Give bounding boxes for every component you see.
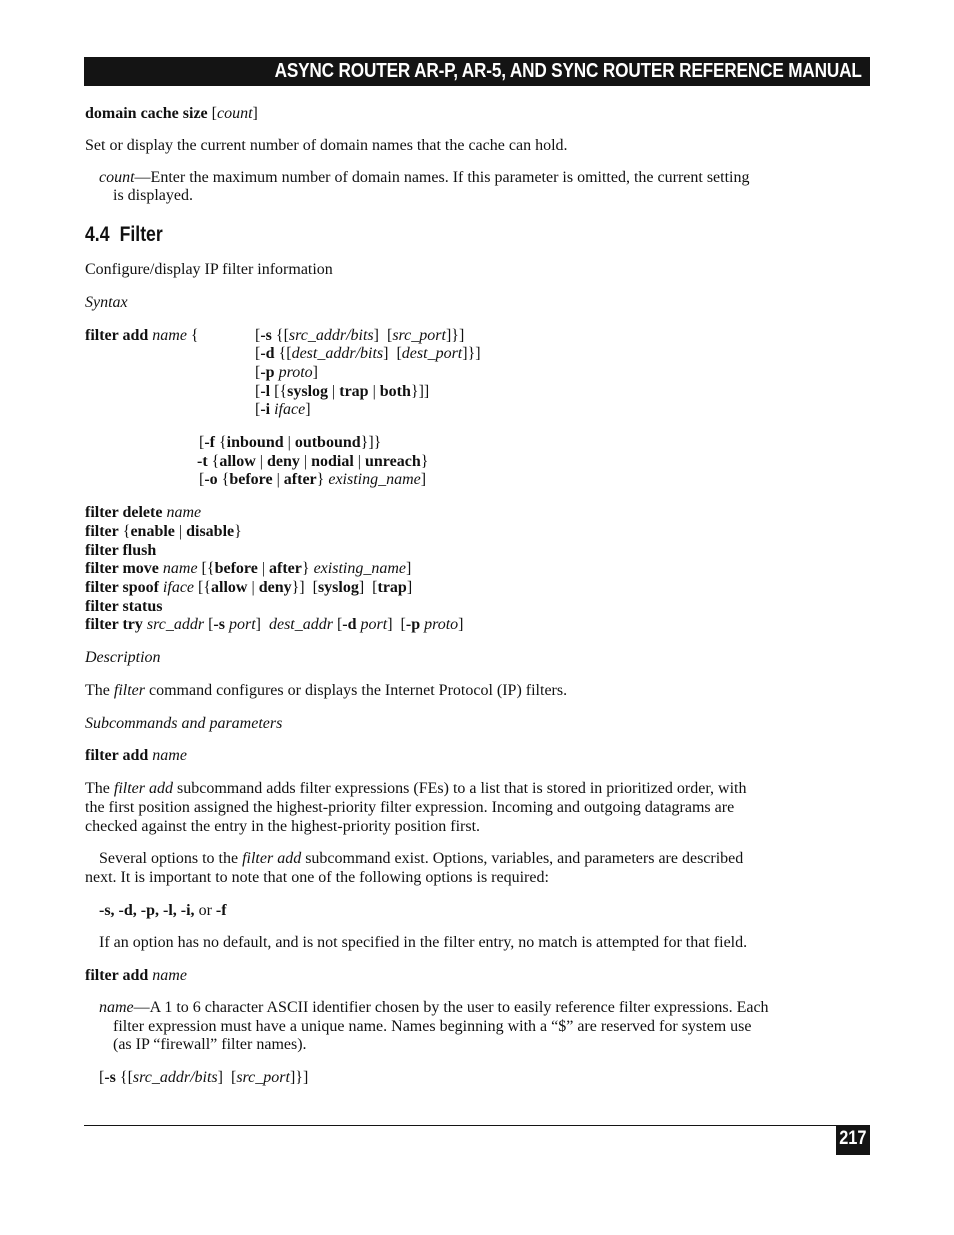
syntax-opt-f: [-f {inbound | outbound}]} (199, 434, 382, 451)
name-parameter-line1: name—A 1 to 6 character ASCII identifier chosen by the user to easily reference filter expressions. Each (99, 999, 769, 1016)
no-default-paragraph: If an option has no default, and is not specified in the filter entry, no match is attempted for that field. (99, 934, 748, 951)
syntax-opt-d: [-d {[dest_addr/bits] [dest_port]}] (255, 345, 481, 362)
count-parameter-line2: is displayed. (113, 187, 193, 204)
syntax-opt-t: -t {allow | deny | nodial | unreach} (197, 453, 429, 470)
syntax-filter-flush: filter flush (85, 542, 157, 559)
src-option-heading: [-s {[src_addr/bits] [src_port]}] (99, 1069, 309, 1086)
syntax-filter-spoof: filter spoof iface [{allow | deny}] [syslog] [trap] (85, 579, 413, 596)
subcommands-label: Subcommands and parameters (85, 715, 283, 732)
section-heading (85, 222, 163, 248)
domain-cache-description: Set or display the current number of domain names that the cache can hold. (85, 137, 568, 154)
syntax-label: Syntax (85, 294, 128, 311)
name-parameter-line2: filter expression must have a unique name. Names beginning with a “$” are reserved for system use (113, 1018, 752, 1035)
syntax-filter-delete: filter delete name (85, 504, 202, 521)
required-options: -s, -d, -p, -l, -i, or -f (99, 902, 227, 919)
syntax-opt-o: [-o {before | after} existing_name] (199, 471, 427, 488)
syntax-opt-s: [-s {[src_addr/bits] [src_port]}] (255, 327, 465, 344)
subcommand-heading: filter add name (85, 747, 187, 764)
filter-add-paragraph-line3: checked against the entry in the highest-priority position first. (85, 818, 481, 835)
name-parameter-line3: (as IP “firewall” filter names). (113, 1036, 307, 1053)
syntax-opt-p: [-p proto] (255, 364, 318, 381)
syntax-filter-enable-disable: filter {enable | disable} (85, 523, 242, 540)
syntax-opt-l: [-l [{syslog | trap | both}]] (255, 383, 430, 400)
footer-rule (84, 1125, 870, 1126)
options-paragraph-line1: Several options to the filter add subcommand exist. Options, variables, and parameters are described (99, 850, 744, 867)
filter-add-paragraph-line2: the first position assigned the highest-priority filter expression. Incoming and outgoing datagrams are (85, 799, 735, 816)
page-number: 217 (839, 1128, 867, 1149)
domain-cache-syntax: domain cache size [count] (85, 105, 258, 122)
section-number: 4.4 (85, 223, 110, 246)
section-intro: Configure/display IP filter information (85, 261, 333, 278)
description-text: The filter command configures or displays the Internet Protocol (IP) filters. (85, 682, 568, 699)
manual-title: ASYNC ROUTER AR-P, AR-5, AND SYNC ROUTER REFERENCE MANUAL (274, 60, 862, 82)
description-label: Description (85, 649, 161, 666)
subcommand-heading-2: filter add name (85, 967, 187, 984)
header-bar (84, 57, 870, 86)
syntax-filter-try: filter try src_addr [-s port] dest_addr [-d port] [-p proto] (85, 616, 464, 633)
syntax-filter-add: filter add name { (85, 327, 199, 344)
section-title: Filter (119, 223, 163, 246)
count-parameter-line1: count—Enter the maximum number of domain names. If this parameter is omitted, the current setting (99, 169, 750, 186)
filter-add-paragraph-line1: The filter add subcommand adds filter expressions (FEs) to a list that is stored in prioritized order, with (85, 780, 747, 797)
page-number-box (836, 1125, 870, 1155)
syntax-filter-move: filter move name [{before | after} existing_name] (85, 560, 412, 577)
options-paragraph-line2: next. It is important to note that one of the following options is required: (85, 869, 549, 886)
syntax-opt-i: [-i iface] (255, 401, 311, 418)
syntax-filter-status: filter status (85, 598, 163, 615)
